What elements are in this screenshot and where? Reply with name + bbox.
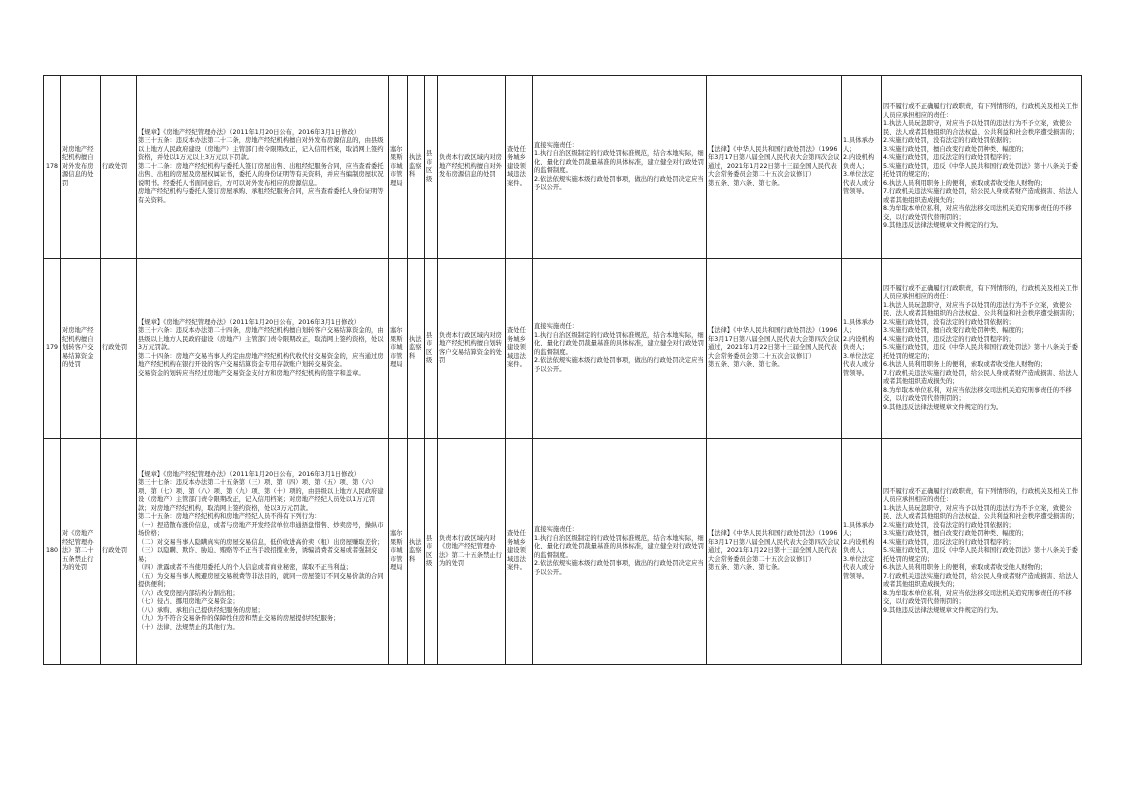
liability-subject: 1.具体承办人； 2.内设机构负责人； 3.单位法定代表人或分管领导。 <box>842 76 882 259</box>
duty-condition: 查处任务城乡建设领域违法案件。 <box>506 259 533 439</box>
accountability-situations: 因不履行或不正确履行行政职责，有下列情形的，行政机关及相关工作人员应承担相应的责任： 1.执法人员玩忽职守，对应当予以处罚的违法行为不予立案，致使公民、法人或者其他组织的合法权益、公共利益和社会秩序遭受损害的； 2.实施行政处罚，没有法定的行政处罚依据的； 3.实施行政处罚，擅自改变行政处罚种类、幅度的； 4.实施行政处罚，违反法定的行政处罚程序的； 5.实施行政处罚，违反《中华人民共和国行政处罚法》第十八条关于委托处罚的规定的； 6.执法人员利用职务上的便利，索取或者收受他人财物的； 7.行政机关违法实施行政处罚，给公民人身或者财产造成损害、给法人或者其他组织造成损失的； 8.为牟取本单位私利，对应当依法移交司法机关追究刑事责任的不移交，以行政处罚代替刑罚的； 9.其他违反法律法规规章文件规定的行为。 <box>882 439 1082 665</box>
duty-law-basis: 【法律】《中华人民共和国行政处罚法》（1996年3月17日第八届全国人民代表大会第四次会议通过，2021年1月22日第十三届全国人民代表大会常务委员会第二十五次会议修订） 第五条、第六条、第七条。 <box>707 76 842 259</box>
implementing-unit: 塞尔果斯市城市管理局 <box>389 259 408 439</box>
accountability-situations: 因不履行或不正确履行行政职责，有下列情形的，行政机关及相关工作人员应承担相应的责任： 1.执法人员玩忽职守，对应当予以处罚的违法行为不予立案，致使公民、法人或者其他组织的合法权益、公共利益和社会秩序遭受损害的； 2.实施行政处罚，没有法定的行政处罚依据的； 3.实施行政处罚，擅自改变行政处罚种类、幅度的； 4.实施行政处罚，违反法定的行政处罚程序的； 5.实施行政处罚，违反《中华人民共和国行政处罚法》第十八条关于委托处罚的规定的； 6.执法人员利用职务上的便利，索取或者收受他人财物的； 7.行政机关违法实施行政处罚，给公民人身或者财产造成损害、给法人或者其他组织造成损失的； 8.为牟取本单位私利，对应当依法移交司法机关追究刑事责任的不移交，以行政处罚代替刑罚的； 9.其他违反法律法规规章文件规定的行为。 <box>882 259 1082 439</box>
table-row <box>44 439 1082 665</box>
duty-content: 直接实施责任： 1.执行自治区级制定的行政处罚标准规范，结合本地实际，细化、量化行政处罚裁量基准的具体标准，建立健全对行政处罚的监督制度。 2.依法依规实施本级行政处罚事项，做出的行政处罚决定应当予以公开。 <box>533 439 707 665</box>
duty-condition: 查处任务城乡建设领域违法案件。 <box>506 439 533 665</box>
responsibility-scope: 负责本行政区域内对房地产经纪机构擅自划转客户交易结算资金的处罚 <box>438 259 506 439</box>
accountability-situations: 因不履行或不正确履行行政职责，有下列情形的，行政机关及相关工作人员应承担相应的责任： 1.执法人员玩忽职守，对应当予以处罚的违法行为不予立案，致使公民、法人或者其他组织的合法权益、公共利益和社会秩序遭受损害的； 2.实施行政处罚，没有法定的行政处罚依据的； 3.实施行政处罚，擅自改变行政处罚种类、幅度的； 4.实施行政处罚，违反法定的行政处罚程序的； 5.实施行政处罚，违反《中华人民共和国行政处罚法》第十八条关于委托处罚的规定的； 6.执法人员利用职务上的便利，索取或者收受他人财物的； 7.行政机关违法实施行政处罚，给公民人身或者财产造成损害、给法人或者其他组织造成损失的； 8.为牟取本单位私利，对应当依法移交司法机关追究刑事责任的不移交，以行政处罚代替刑罚的； 9.其他违反法律法规规章文件规定的行为。 <box>882 76 1082 259</box>
item-name: 对《房地产经纪管理办法》第二十五条禁止行为的处罚 <box>61 439 101 665</box>
liability-subject: 1.具体承办人； 2.内设机构负责人； 3.单位法定代表人或分管领导。 <box>842 259 882 439</box>
item-name: 对房地产经纪机构擅自划转客户交易结算资金的处罚 <box>61 259 101 439</box>
responsible-department: 执法监察科 <box>408 259 425 439</box>
legal-basis: 【规章】《房地产经纪管理办法》（2011年1月20日公布，2016年3月1日修改） 第三十七条：违反本办法第二十五条第（三）项、第（四）项、第（五）项、第（六）项、第（七）项、第（八）项、第（九）项、第（十）项的，由县级以上地方人民政府建设（房地产）主管部门责令限期改正，记入信用档案；对房地产经纪人员处以1万元罚款；对房地产经纪机构，取消网上签约资格，处以3万元罚款。 第二十五条：房地产经纪机构和房地产经纪人员不得有下列行为： （一）捏造散布涨价信息，或者与房地产开发经营单位串通捂盘惜售、炒卖房号，操纵市场价格； （二）对交易当事人隐瞒真实的房屋交易信息，低价收进高价卖（租）出房屋赚取差价； （三）以隐瞒、欺诈、胁迫、贿赂等不正当手段招揽业务，诱骗消费者交易或者强制交易； （四）泄露或者不当使用委托人的个人信息或者商业秘密，谋取不正当利益； （五）为交易当事人规避房屋交易税费等非法目的，就同一房屋签订不同交易价款的合同提供便利； （六）改变房屋内部结构分割出租； （七）侵占、挪用房地产交易资金； （八）承购、承租自己提供经纪服务的房屋； （九）为不符合交易条件的保障性住房和禁止交易的房屋提供经纪服务； （十）法律、法规禁止的其他行为。 <box>137 439 389 665</box>
duty-condition: 查处任务城乡建设领域违法案件。 <box>506 76 533 259</box>
exercise-level: 县市区级 <box>425 76 438 259</box>
exercise-level: 县市区级 <box>425 439 438 665</box>
item-type: 行政处罚 <box>101 76 137 259</box>
exercise-level: 县市区级 <box>425 259 438 439</box>
row-number: 180 <box>44 439 61 665</box>
duty-content: 直接实施责任： 1.执行自治区级制定的行政处罚标准规范，结合本地实际，细化、量化行政处罚裁量基准的具体标准，建立健全对行政处罚的监督制度。 2.依法依规实施本级行政处罚事项，做出的行政处罚决定应当予以公开。 <box>533 76 707 259</box>
item-name: 对房地产经纪机构擅自对外发布房源信息的处罚 <box>61 76 101 259</box>
implementing-unit: 塞尔果斯市城市管理局 <box>389 439 408 665</box>
responsible-department: 执法监察科 <box>408 76 425 259</box>
liability-subject: 1.具体承办人； 2.内设机构负责人； 3.单位法定代表人或分管领导。 <box>842 439 882 665</box>
row-number: 179 <box>44 259 61 439</box>
power-list-table <box>43 75 1082 665</box>
responsibility-scope: 负责本行政区域内对《房地产经纪管理办法》第二十五条禁止行为的处罚 <box>438 439 506 665</box>
implementing-unit: 塞尔果斯市城市管理局 <box>389 76 408 259</box>
legal-basis: 【规章】《房地产经纪管理办法》（2011年1月20日公布，2016年3月1日修改） 第三十六条：违反本办法第二十四条，房地产经纪机构擅自划转客户交易结算资金的，由县级以上地方人民政府建设（房地产）主管部门责令限期改正，取消网上签约资格，处以3万元罚款。 第二十四条：房地产交易当事人约定由房地产经纪机构代收代付交易资金的，应当通过房地产经纪机构在银行开设的客户交易结算资金专用存款账户划转交易资金。 交易资金的划转应当经过房地产交易资金支付方和房地产经纪机构的签字和盖章。 <box>137 259 389 439</box>
item-type: 行政处罚 <box>101 259 137 439</box>
duty-content: 直接实施责任： 1.执行自治区级制定的行政处罚标准规范，结合本地实际，细化、量化行政处罚裁量基准的具体标准，建立健全对行政处罚的监督制度。 2.依法依规实施本级行政处罚事项，做出的行政处罚决定应当予以公开。 <box>533 259 707 439</box>
item-type: 行政处罚 <box>101 439 137 665</box>
row-number: 178 <box>44 76 61 259</box>
table-row <box>44 259 1082 439</box>
responsible-department: 执法监察科 <box>408 439 425 665</box>
table-row <box>44 76 1082 259</box>
responsibility-scope: 负责本行政区域内对房地产经纪机构擅自对外发布房源信息的处罚 <box>438 76 506 259</box>
duty-law-basis: 【法律】《中华人民共和国行政处罚法》（1996年3月17日第八届全国人民代表大会第四次会议通过，2021年1月22日第十三届全国人民代表大会常务委员会第二十五次会议修订） 第五条、第六条、第七条。 <box>707 439 842 665</box>
duty-law-basis: 【法律】《中华人民共和国行政处罚法》（1996年3月17日第八届全国人民代表大会第四次会议通过，2021年1月22日第十三届全国人民代表大会常务委员会第二十五次会议修订） 第五条、第六条、第七条。 <box>707 259 842 439</box>
legal-basis: 【规章】《房地产经纪管理办法》（2011年1月20日公布，2016年3月1日修改） 第三十五条：违反本办法第二十二条，房地产经纪机构擅自对外发布房源信息的，由县级以上地方人民政府建设（房地产）主管部门责令限期改正，记入信用档案，取消网上签约资格，并处以1万元以上3万元以下罚款。 第二十二条：房地产经纪机构与委托人签订房屋出售、出租经纪服务合同，应当查看委托出售、出租的房屋及房屋权属证书，委托人的身份证明等有关资料，并应当编制房屋状况说明书。经委托人书面同意后，方可以对外发布相应的房源信息。 房地产经纪机构与委托人签订房屋承购、承租经纪服务合同，应当查看委托人身份证明等有关资料。 <box>137 76 389 259</box>
